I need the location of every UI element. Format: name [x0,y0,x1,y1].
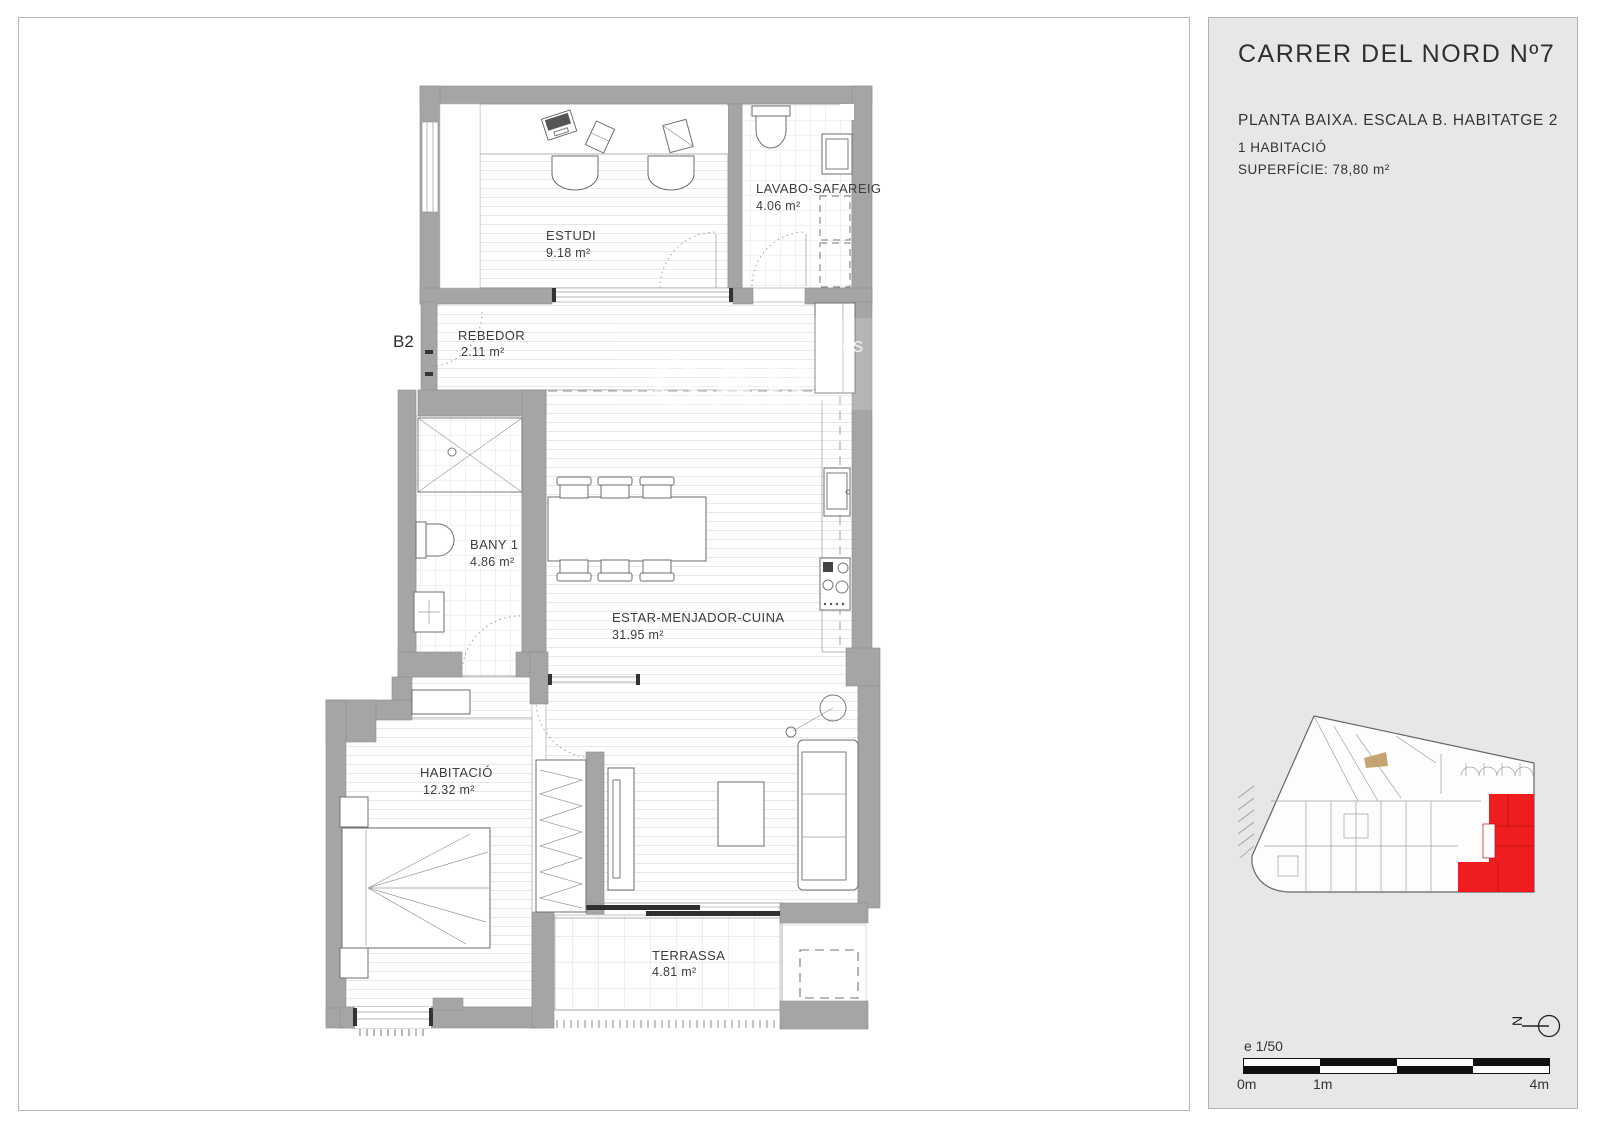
scale-bar-top-row [1244,1059,1549,1066]
site-plan-thumbnail [1236,706,1546,916]
scale-tick-0m: 0m [1237,1076,1257,1092]
scale-seg [1244,1066,1320,1073]
wall-estudi-lavabo [728,104,742,288]
estudi-closet-strip [440,104,480,288]
site-plan-hatch [1238,786,1254,858]
room-area-rebedor: 2.11 m² [461,345,505,359]
wall-top [420,86,872,104]
sliding-door-panel-2 [646,911,780,916]
room-name-terrassa: TERRASSA [652,948,726,963]
wall-bany-living [522,390,546,677]
wall-terrace-bottomright [780,1001,868,1029]
sheet-subtitle: PLANTA BAIXA. ESCALA B. HABITATGE 2 [1238,112,1558,129]
wall-bany-bottom-l [398,652,462,677]
scale-seg [1473,1059,1549,1066]
room-name-estudi: ESTUDI [546,228,597,243]
wall-step-up [433,998,463,1010]
north-letter: N [1509,1015,1525,1026]
scale-seg [1244,1059,1320,1066]
dresser [412,690,470,714]
scale-bar [1243,1058,1550,1074]
scale-seg [1320,1066,1396,1073]
highlighted-unit-stairwell [1483,824,1495,858]
room-name-lavabo: LAVABO-SAFAREIG [756,181,882,196]
bedroom-window [355,1007,431,1028]
estudi-window [422,122,438,212]
terrace-railing [557,1020,774,1028]
scale-bar-bottom-row [1244,1066,1549,1073]
sofa [798,740,858,890]
wardrobe [536,760,586,912]
dining-chairs-top [557,477,674,498]
wall-notch [840,104,854,120]
wall-pier-bedroom-door [530,652,548,704]
sheet-rooms-count: 1 HABITACIÓ [1238,140,1327,155]
plan-code-label: B2 [393,332,414,351]
wall-midband-right [805,288,872,304]
dining-chairs-bottom [557,560,674,581]
room-name-estar: ESTAR-MENJADOR-CUINA [612,610,785,625]
wall-bany-left [398,390,416,676]
room-area-terrassa: 4.81 m² [652,965,697,979]
wall-midband-left [420,288,552,304]
wall-step-stub [392,677,412,702]
wall-terrace-left [532,912,554,1028]
wall-entrance [421,302,437,392]
watermark [615,318,945,419]
sheet-surface: SUPERFÍCIE: 78,80 m² [1238,162,1390,177]
toilet-tank [752,106,790,116]
scale-tick-1m: 1m [1313,1076,1333,1092]
scale-seg [1320,1059,1396,1066]
room-name-rebedor: REBEDOR [458,328,526,343]
wall-right-living [858,686,880,908]
toilet-bowl [756,116,786,148]
wall-wardrobe-living [586,752,604,914]
coffee-table [718,782,764,846]
scale-tick-4m: 4m [1529,1076,1549,1092]
tv-bench [608,768,634,890]
bany-toilet-tank [416,522,426,558]
room-area-lavabo: 4.06 m² [756,199,801,213]
wall-right-block [846,648,880,686]
scale-label: e 1/50 [1244,1038,1283,1054]
room-area-estar: 31.95 m² [612,628,664,642]
wall-midband-pier [733,288,753,304]
scale-seg [1473,1066,1549,1073]
dining-table [548,497,706,561]
bedroom-window-hatch [360,1029,423,1036]
sheet-title: CARRER DEL NORD Nº7 [1238,40,1556,68]
nightstand-2 [340,948,368,978]
room-name-bany: BANY 1 [470,537,519,552]
north-indicator [1505,1004,1575,1048]
desk-chair-1 [552,156,598,190]
bany-toilet-bowl [426,524,454,556]
watermark-fragment-small: es [842,335,864,357]
terrace-niche [782,925,866,1003]
nightstand-1 [340,797,368,827]
scale-seg [1397,1066,1473,1073]
scale-seg [1397,1059,1473,1066]
room-area-estudi: 9.18 m² [546,246,591,260]
room-area-bany: 4.86 m² [470,555,515,569]
info-panel [1208,17,1578,1109]
room-area-habitacio: 12.32 m² [423,783,475,797]
desk-chair-2 [648,156,694,190]
room-name-habitacio: HABITACIÓ [420,765,493,780]
wall-terrace-topright [780,903,868,923]
watermark-fragment-large: GAR [650,345,821,419]
